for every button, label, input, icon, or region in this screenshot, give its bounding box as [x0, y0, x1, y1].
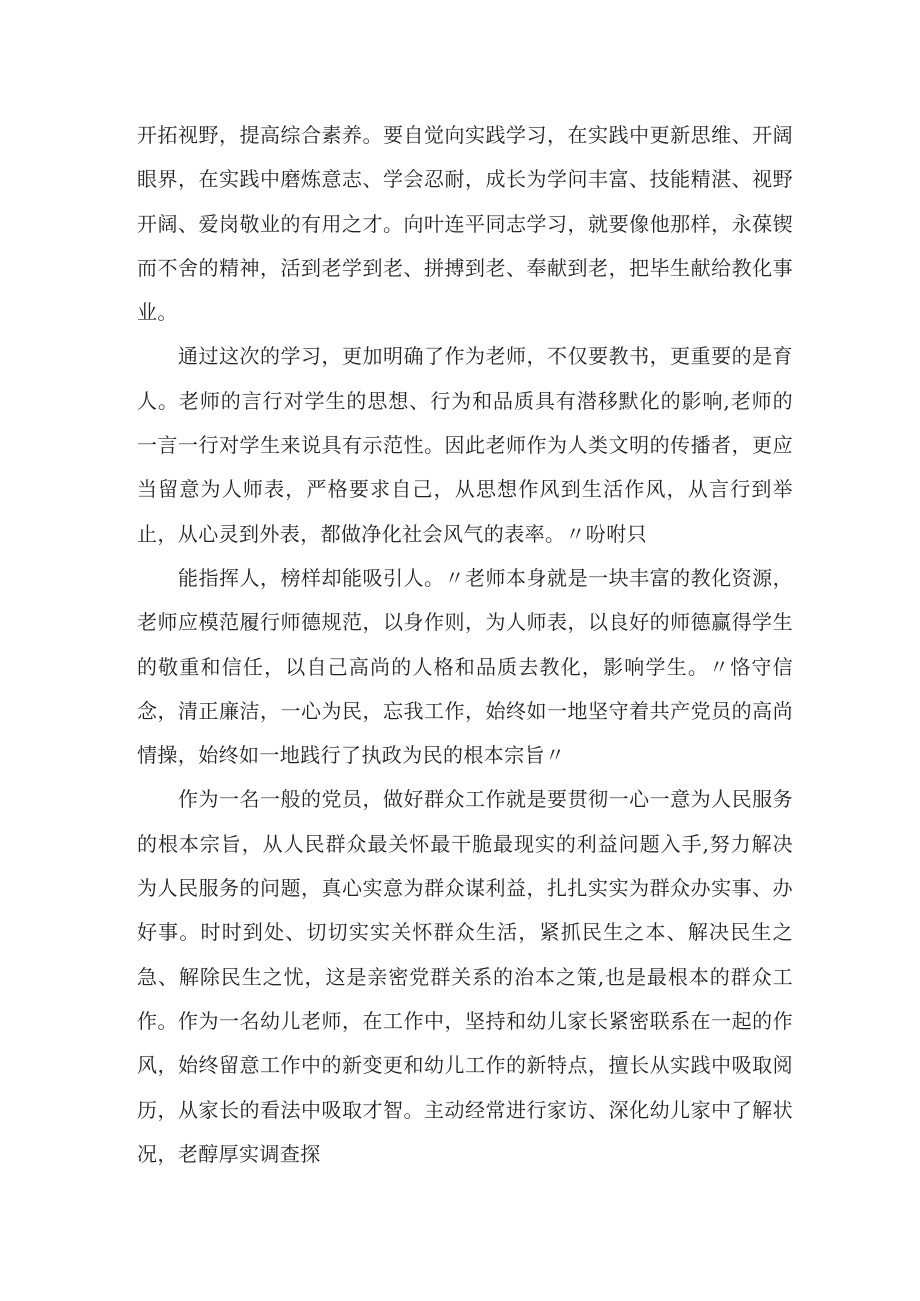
paragraph-4: 作为一名一般的党员，做好群众工作就是要贯彻一心一意为人民服务的根本宗旨，从人民群众最关怀最干脆最现实的利益问题入手,努力解决为人民服务的问题，真心实意为群众谋利益，扎扎实实为群众办实事、办好事。时时到处、切切实实关怀群众生活，紧抓民生之本、解决民生之急、解除民生之忧，这是亲密党群关系的治本之策,也是最根本的群众工作。作为一名幼儿老师，在工作中，坚持和幼儿家长紧密联系在一起的作风，始终留意工作中的新变更和幼儿工作的新特点，擅长从实践中吸取阅历，从家长的看法中吸取才智。主动经常进行家访、深化幼儿家中了解状况，老醇厚实调查探	[137, 787, 793, 1166]
paragraph-1: 开拓视野，提高综合素养。要自觉向实践学习，在实践中更新思维、开阔眼界，在实践中磨炼意志、学会忍耐，成长为学问丰富、技能精湛、视野开阔、爱岗敬业的有用之才。向叶连平同志学习，就要像他那样，永葆锲而不舍的精神，活到老学到老、拼搏到老、奉献到老，把毕生献给教化事业。	[137, 123, 793, 325]
document-body	[137, 113, 793, 1176]
paragraph-2: 通过这次的学习，更加明确了作为老师，不仅要教书，更重要的是育人。老师的言行对学生的思想、行为和品质具有潜移默化的影响,老师的一言一行对学生来说具有示范性。因此老师作为人类文明的传播者，更应当留意为人师表，严格要求自己，从思想作风到生活作风，从言行到举止，从心灵到外表，都做净化社会风气的表率。〃吩咐只	[137, 344, 793, 546]
paragraph-3: 能指挥人，榜样却能吸引人。〃老师本身就是一块丰富的教化资源，老师应模范履行师德规范，以身作则，为人师表，以良好的师德赢得学生的敬重和信任，以自己高尚的人格和品质去教化，影响学生。〃恪守信念，清正廉洁，一心为民，忘我工作，始终如一地坚守着共产党员的高尚情操，始终如一地践行了执政为民的根本宗旨〃	[137, 565, 793, 768]
